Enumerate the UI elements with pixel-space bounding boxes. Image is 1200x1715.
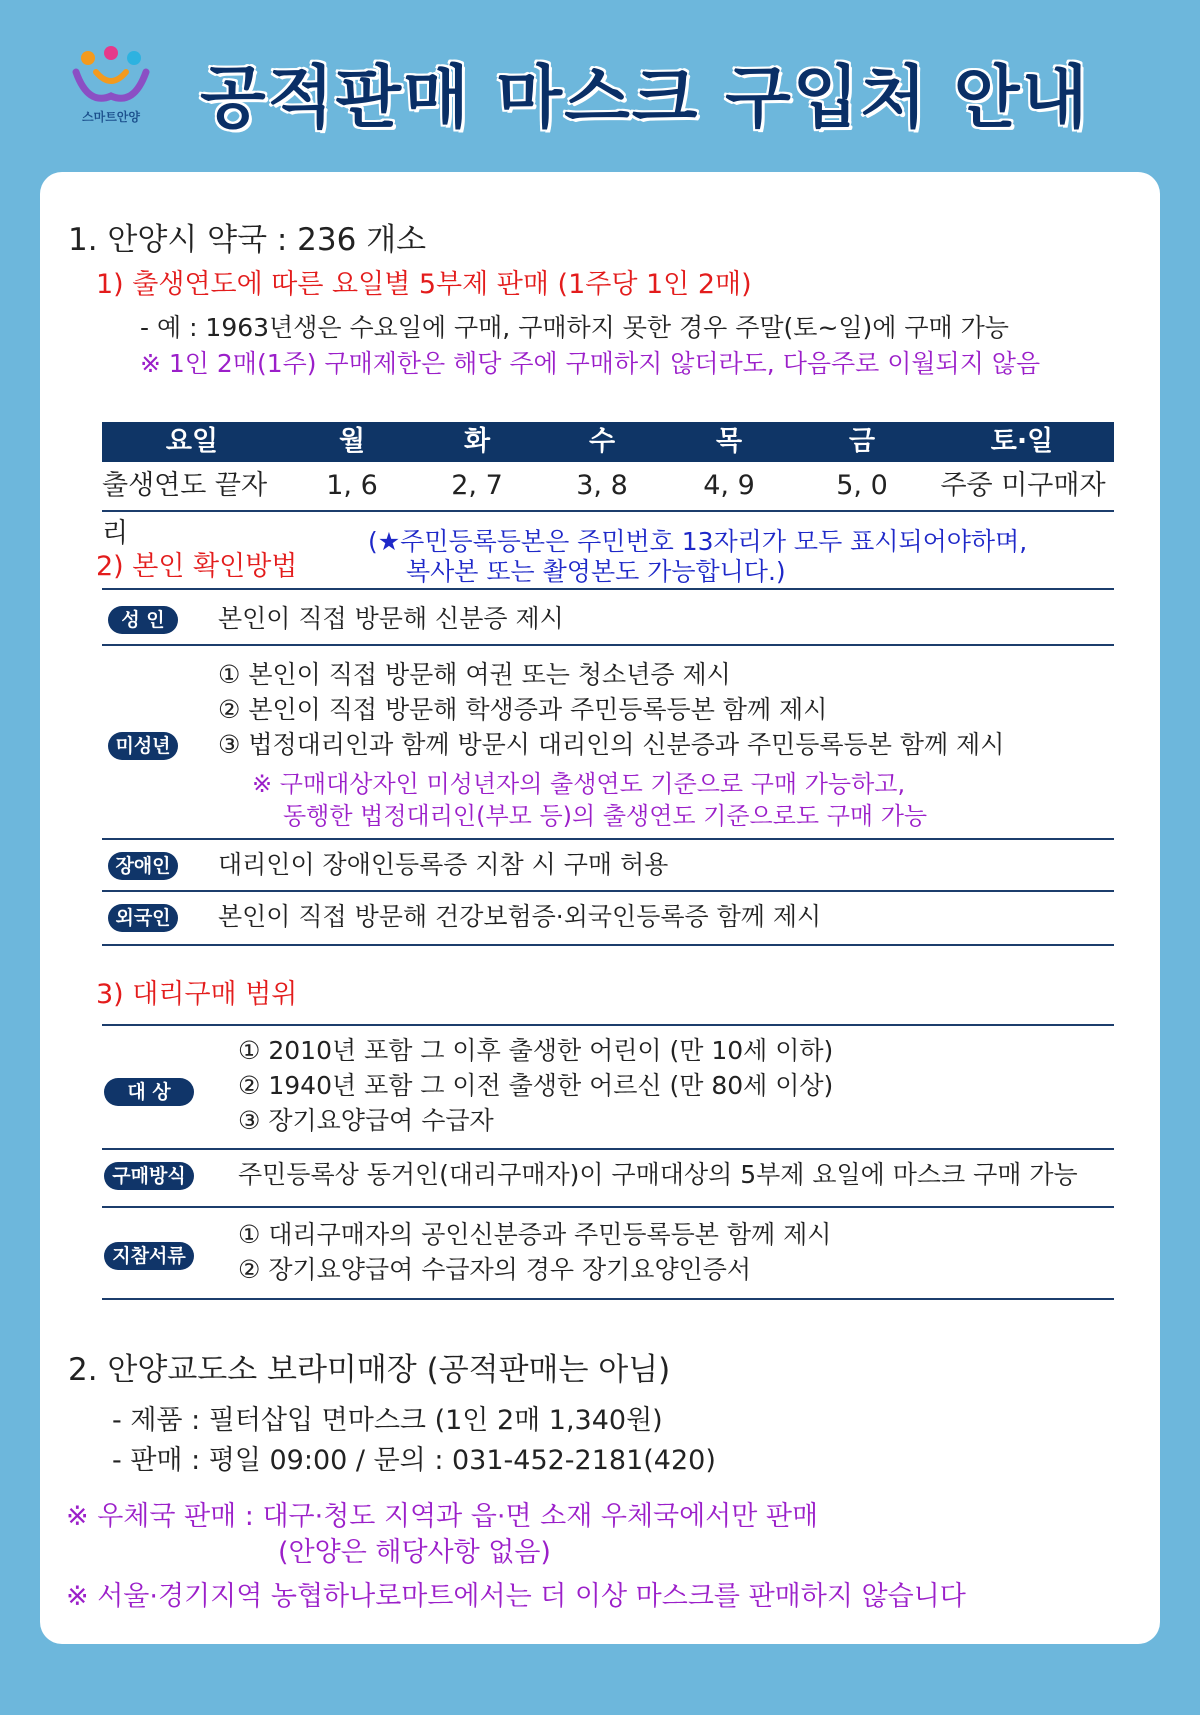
documents-line-2: ② 장기요양급여 수급자의 경우 장기요양인증서 [238,1255,752,1284]
section2-heading: 2. 안양교도소 보라미매장 (공적판매는 아님) [68,1352,671,1388]
table-cell: 4, 9 [703,470,755,501]
badge-foreigner: 외국인 [108,904,178,932]
table-row-label: 출생연도 끝자리 [102,470,268,549]
target-line-2: ② 1940년 포함 그 이전 출생한 어르신 (만 80세 이상) [238,1071,834,1100]
limit-note: ※ 1인 2매(1주) 구매제한은 해당 주에 구매하지 않더라도, 다음주로 이월되지 않음 [140,349,1041,378]
target-line-1: ① 2010년 포함 그 이후 출생한 어린이 (만 10세 이하) [238,1036,834,1065]
content-card [40,172,1160,1644]
table-cell: 주중 미구매자 [940,470,1106,501]
divider [102,1148,1114,1150]
sub2-title: 2) 본인 확인방법 [96,551,298,582]
nonghyup-notice: ※ 서울·경기지역 농협하나로마트에서는 더 이상 마스크를 판매하지 않습니다 [66,1581,966,1612]
product-line: - 제품 : 필터삽입 면마스크 (1인 2매 1,340원) [112,1405,663,1436]
table-header: 금 [848,426,876,457]
badge-method: 구매방식 [104,1162,194,1190]
sub3-title: 3) 대리구매 범위 [96,979,298,1010]
divider [102,890,1114,892]
table-header-row [102,422,1114,462]
table-header: 수 [588,426,616,457]
target-line-3: ③ 장기요양급여 수급자 [238,1106,494,1135]
disabled-line: 대리인이 장애인등록증 지참 시 구매 허용 [218,850,669,879]
badge-minor: 미성년 [108,732,178,760]
logo-text: 스마트안양 [82,110,140,124]
sub2-note-line1: (★주민등록등본은 주민번호 13자리가 모두 표시되어야하며, [368,527,1028,556]
badge-documents: 지참서류 [104,1242,194,1270]
page-title: 공적판매 마스크 구입처 안내 [200,59,1090,138]
divider [102,1206,1114,1208]
table-header: 요일 [165,426,219,457]
minor-line-2: ② 본인이 직접 방문해 학생증과 주민등록등본 함께 제시 [218,695,828,724]
sale-line: - 판매 : 평일 09:00 / 문의 : 031-452-2181(420) [112,1445,716,1476]
method-line: 주민등록상 동거인(대리구매자)이 구매대상의 5부제 요일에 마스크 구매 가능 [238,1160,1078,1189]
example-text: - 예 : 1963년생은 수요일에 구매, 구매하지 못한 경우 주말(토~일)에 구매 가능 [140,313,1009,342]
table-cell: 2, 7 [451,470,503,501]
table-header: 토·일 [990,426,1054,457]
sub2-note-line2: 복사본 또는 촬영본도 가능합니다.) [406,557,786,586]
badge-disabled: 장애인 [108,852,178,880]
table-cell: 1, 6 [326,470,378,501]
divider [102,1024,1114,1026]
sub1-title: 1) 출생연도에 따른 요일별 5부제 판매 (1주당 1인 2매) [96,269,752,300]
smart-anyang-logo [66,46,156,136]
badge-target: 대 상 [104,1078,194,1106]
badge-adult: 성 인 [108,606,178,634]
table-header: 목 [715,426,743,457]
table-header: 화 [463,426,491,457]
documents-line-1: ① 대리구매자의 공인신분증과 주민등록등본 함께 제시 [238,1220,832,1249]
divider [102,644,1114,646]
minor-line-1: ① 본인이 직접 방문해 여권 또는 청소년증 제시 [218,660,731,689]
table-header: 월 [338,426,366,457]
adult-line: 본인이 직접 방문해 신분증 제시 [218,604,564,633]
minor-note-line2: 동행한 법정대리인(부모 등)의 출생연도 기준으로도 구매 가능 [283,802,928,830]
minor-line-3: ③ 법정대리인과 함께 방문시 대리인의 신분증과 주민등록등본 함께 제시 [218,730,1005,759]
divider [102,838,1114,840]
divider [102,944,1114,946]
minor-note-line1: ※ 구매대상자인 미성년자의 출생연도 기준으로 구매 가능하고, [252,770,906,798]
table-cell: 5, 0 [836,470,888,501]
divider [102,1298,1114,1300]
foreigner-line: 본인이 직접 방문해 건강보험증·외국인등록증 함께 제시 [218,902,822,931]
section1-heading: 1. 안양시 약국 : 236 개소 [68,222,427,258]
post-notice-line2: (안양은 해당사항 없음) [278,1537,551,1568]
post-notice-line1: ※ 우체국 판매 : 대구·청도 지역과 읍·면 소재 우체국에서만 판매 [66,1501,819,1532]
divider [102,588,1114,590]
logo-figures-icon [66,46,156,108]
table-cell: 3, 8 [576,470,628,501]
